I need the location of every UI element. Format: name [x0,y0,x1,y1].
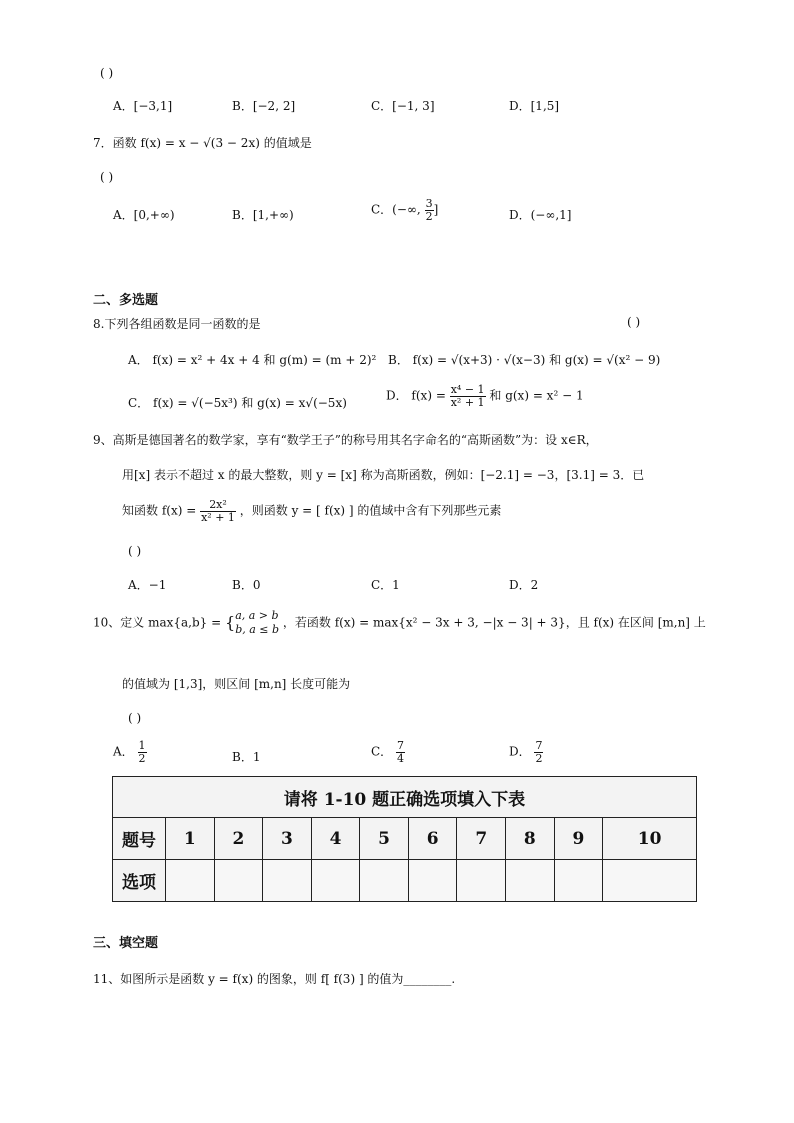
q10-option-a-label: A． [113,744,134,759]
q10-line-2: 的值域为 [1,3]，则区间 [m,n] 长度可能为 [122,677,351,691]
answer-input-cell[interactable] [263,860,312,902]
answer-table-number-cell: 7 [457,818,506,860]
answer-input-cell[interactable] [408,860,457,902]
q10-option-a-fraction [138,740,147,764]
q9-option-b: B．0 [232,578,261,592]
q7-option-c-label: C．(−∞, [371,202,421,217]
q6-paren: ( ) [100,66,114,80]
q8-option-d-lhs: D． f(x) = [386,388,446,403]
answer-table-row-label-choice: 选项 [113,860,166,902]
q9-option-d: D．2 [509,578,539,592]
q10-option-c [371,740,405,764]
q10-case-2: b, a ≤ b [235,622,280,636]
fraction-denominator: x² + 1 [450,395,485,409]
q7-paren: ( ) [100,170,114,184]
answer-input-cell[interactable] [603,860,697,902]
left-brace-icon: { [225,613,236,633]
answer-table-number-cell: 6 [408,818,457,860]
q8-option-d-fraction [450,384,486,408]
answer-table-number-cell: 2 [214,818,263,860]
q9-line-3-post: ，则函数 y = [ f(x) ] 的值域中含有下列那些元素 [239,503,502,518]
q7-option-c-tail: ] [433,202,439,217]
fraction-numerator: x⁴ − 1 [450,383,485,396]
q8-option-d-rhs: 和 g(x) = x² − 1 [489,388,584,403]
q10-option-c-fraction [396,740,405,764]
q10-paren: ( ) [128,711,142,725]
q7-option-a: A．[0,+∞) [113,208,175,222]
q10-piecewise-cases [235,609,279,637]
q9-fraction [200,499,236,523]
answer-table-number-cell: 5 [360,818,409,860]
fraction-denominator: 2 [535,751,543,765]
q8-paren: ( ) [627,315,641,329]
answer-table-number-cell: 8 [506,818,555,860]
q7-option-c [371,198,438,222]
fraction-numerator: 2x² [200,499,236,512]
q9-line-1: 9、高斯是德国著名的数学家，享有“数学王子”的称号用其名字命名的“高斯函数”为：设 x∈R， [93,433,598,447]
q8-option-a: A． f(x) = x² + 4x + 4 和 g(m) = (m + 2)² [128,353,377,367]
fraction-numerator: 7 [535,739,543,752]
q10-option-d-fraction [534,740,543,764]
q10-option-d-label: D． [509,744,531,759]
answer-input-cell[interactable] [360,860,409,902]
answer-input-cell[interactable] [214,860,263,902]
q9-option-a: A．−1 [128,578,167,592]
q10-option-d [509,740,543,764]
answer-table-number-cell: 3 [263,818,312,860]
fraction-numerator: 7 [397,739,405,752]
answer-table-number-cell: 9 [554,818,603,860]
answer-input-cell[interactable] [166,860,215,902]
fraction-numerator: 1 [138,739,146,752]
fraction-denominator: 2 [425,209,433,223]
fraction-denominator: 2 [138,751,146,765]
q8-option-b: B． f(x) = √(x+3) · √(x−3) 和 g(x) = √(x² − 9) [388,353,661,367]
answer-table-number-cell: 10 [603,818,697,860]
answer-table [112,776,697,902]
q7-stem: 7．函数 f(x) = x − √(3 − 2x) 的值域是 [93,136,312,150]
q10-line-1 [93,609,706,637]
answer-table-row-label-number: 题号 [113,818,166,860]
q7-option-b: B．[1,+∞) [232,208,294,222]
q10-line-1-post: ，若函数 f(x) = max{x² − 3x + 3, −|x − 3| + 3}，且 f(x) 在区间 [m,n] 上 [282,615,706,630]
q8-option-c: C． f(x) = √(−5x³) 和 g(x) = x√(−5x) [128,396,347,410]
fraction-denominator: 4 [397,751,405,765]
q9-paren: ( ) [128,544,142,558]
answer-table-title: 请将 1-10 题正确选项填入下表 [113,777,697,818]
answer-input-cell[interactable] [554,860,603,902]
answer-input-cell[interactable] [311,860,360,902]
answer-input-cell[interactable] [457,860,506,902]
q6-option-c: C．[−1, 3] [371,99,435,113]
q9-line-3 [122,499,501,523]
q10-max-definition: 10、定义 max{a,b} = [93,615,222,630]
section-heading-fill-blank: 三、填空题 [93,936,159,951]
answer-input-cell[interactable] [506,860,555,902]
q7-option-d: D．(−∞,1] [509,208,572,222]
q7-option-c-fraction [425,198,434,222]
q11-stem: 11、如图所示是函数 y = f(x) 的图象，则 f[ f(3) ] 的值为________. [93,972,456,986]
q10-option-c-label: C． [371,744,393,759]
fraction-numerator: 3 [425,197,433,210]
q6-option-b: B．[−2, 2] [232,99,296,113]
q8-stem: 8.下列各组函数是同一函数的是 [93,317,261,331]
q6-option-d: D．[1,5] [509,99,560,113]
answer-table-number-cell: 1 [166,818,215,860]
q9-option-c: C．1 [371,578,400,592]
q8-option-d [386,384,584,408]
q10-option-b: B．1 [232,750,261,764]
fraction-denominator: x² + 1 [201,510,235,524]
q10-option-a [113,740,147,764]
q9-line-2: 用[x] 表示不超过 x 的最大整数，则 y = [x] 称为高斯函数，例如：[−2.1] = −3，[3.1] = 3．已 [122,468,645,482]
q9-line-3-pre: 知函数 f(x) = [122,503,197,518]
section-heading-multi-choice: 二、多选题 [93,293,159,308]
q10-case-1: a, a > b [235,609,279,622]
answer-table-number-cell: 4 [311,818,360,860]
q6-option-a: A．[−3,1] [113,99,173,113]
